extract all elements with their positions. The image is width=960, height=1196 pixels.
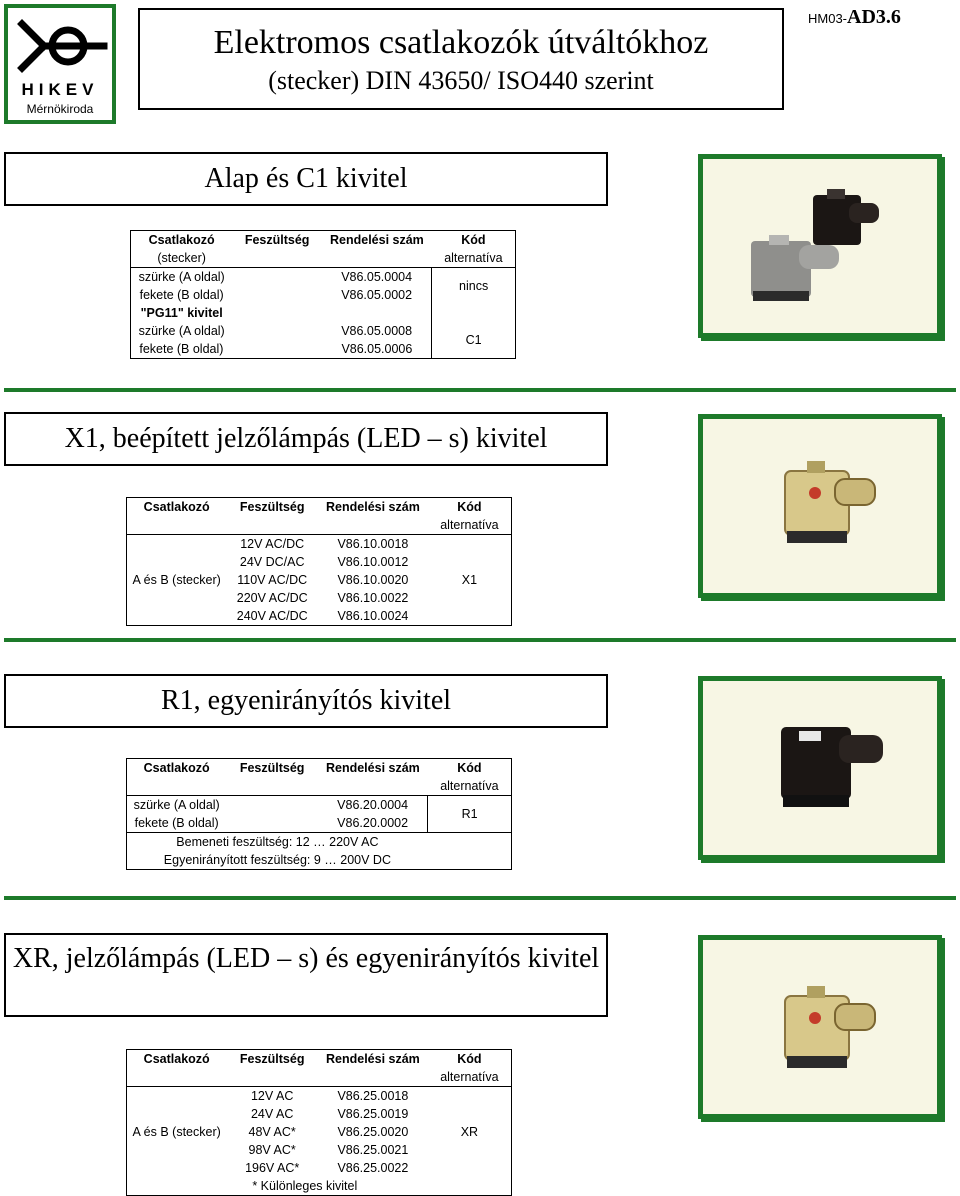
- cell: fekete (B oldal): [131, 340, 233, 359]
- footnote: * Különleges kivitel: [252, 1179, 358, 1193]
- cell: 48V AC*: [248, 1125, 296, 1139]
- section-title: X1, beépített jelzőlámpás (LED – s) kivitel: [64, 423, 548, 454]
- product-photo: [698, 935, 942, 1119]
- cell: A és B (stecker): [132, 1125, 221, 1139]
- cell: V86.05.0004: [341, 270, 413, 284]
- cell: V86.25.0021: [337, 1143, 409, 1157]
- col-subheader: alternatíva: [440, 779, 499, 793]
- led-connector-image-icon: [703, 419, 937, 593]
- connector-image-icon: [703, 159, 937, 333]
- cell: V86.25.0019: [337, 1107, 409, 1121]
- cell: 98V AC*: [248, 1143, 296, 1157]
- cell: V86.20.0004: [337, 798, 409, 812]
- cell: 24V DC/AC: [239, 555, 305, 569]
- section-divider: [4, 896, 956, 900]
- col-header: Kód: [432, 231, 516, 250]
- product-photo: [698, 154, 942, 338]
- cell: V86.10.0012: [337, 555, 409, 569]
- logo-subtitle: Mérnökiroda: [26, 102, 94, 116]
- product-photo: [698, 676, 942, 860]
- table-row: [127, 1087, 512, 1106]
- document-code-prefix: HM03-: [808, 11, 848, 26]
- section-divider: [4, 388, 956, 392]
- led-rectifier-connector-image-icon: [703, 940, 937, 1114]
- section-title-box: [4, 933, 608, 1017]
- cell: V86.10.0022: [337, 591, 409, 605]
- table-header-row: [131, 231, 516, 250]
- cell: 12V AC/DC: [240, 537, 305, 551]
- col-header: Csatlakozó: [131, 231, 233, 250]
- cell: C1: [432, 322, 516, 359]
- document-code-main: AD3.6: [847, 6, 901, 28]
- table-row: [127, 535, 512, 554]
- cell: V86.10.0020: [337, 573, 409, 587]
- cell: nincs: [432, 268, 516, 305]
- cell: 110V AC/DC: [237, 573, 308, 587]
- cell: V86.05.0008: [341, 324, 413, 338]
- table-header-row: [127, 759, 512, 778]
- cell: XR: [460, 1125, 479, 1139]
- rectifier-connector-image-icon: [703, 681, 937, 855]
- cell: fekete (B oldal): [134, 816, 219, 830]
- table-row: [131, 268, 516, 287]
- col-header: Csatlakozó: [143, 761, 210, 775]
- cell: szürke (A oldal): [131, 322, 233, 340]
- col-header: Csatlakozó: [143, 1052, 210, 1066]
- table-row: [127, 796, 512, 815]
- logo-mark-icon: [8, 10, 112, 80]
- cell: A és B (stecker): [132, 573, 221, 587]
- table-note-row: [127, 851, 512, 870]
- col-header: Rendelési szám: [326, 1052, 420, 1066]
- table-subheader-row: [131, 249, 516, 268]
- product-photo: [698, 414, 942, 598]
- cell: V86.05.0006: [322, 340, 432, 359]
- col-header: Csatlakozó: [143, 500, 210, 514]
- cell: 24V AC: [250, 1107, 294, 1121]
- section-title: Alap és C1 kivitel: [204, 163, 408, 194]
- spec-table: [130, 230, 516, 359]
- col-subheader: alternatíva: [432, 249, 516, 268]
- cell: V86.10.0024: [337, 609, 409, 623]
- logo-brand: HIKEV: [21, 80, 99, 99]
- table-subheader-row: [127, 516, 512, 535]
- table-note-row: [127, 833, 512, 852]
- cell: 196V AC*: [245, 1161, 300, 1175]
- spec-table: [126, 497, 512, 626]
- col-header: Feszültség: [239, 500, 305, 514]
- section-title-box: [4, 152, 608, 206]
- col-subheader: alternatíva: [440, 1070, 499, 1084]
- cell: fekete (B oldal): [131, 286, 233, 304]
- table-row: [131, 322, 516, 340]
- cell: 220V AC/DC: [236, 591, 308, 605]
- table-header-row: [127, 498, 512, 517]
- cell: V86.20.0002: [337, 816, 409, 830]
- col-header: Feszültség: [239, 1052, 305, 1066]
- document-code: [808, 6, 901, 29]
- page-title-box: [138, 8, 784, 110]
- page-subtitle: (stecker) DIN 43650/ ISO440 szerint: [268, 66, 654, 95]
- cell: V86.25.0022: [337, 1161, 409, 1175]
- cell: V86.05.0002: [341, 288, 413, 302]
- page-title: Elektromos csatlakozók útváltókhoz: [213, 24, 709, 61]
- cell: X1: [461, 573, 478, 587]
- note: Egyenirányított feszültség: 9 … 200V DC: [163, 853, 391, 867]
- spec-table: [126, 1049, 512, 1196]
- section-title: XR, jelzőlámpás (LED – s) és egyenirányítós kivitel: [12, 943, 600, 974]
- col-subheader: alternatíva: [440, 518, 499, 532]
- col-header: Feszültség: [232, 231, 322, 250]
- col-header: Kód: [457, 1052, 482, 1066]
- section-title-box: [4, 674, 608, 728]
- cell: "PG11" kivitel: [131, 304, 233, 322]
- table-header-row: [127, 1050, 512, 1069]
- table-row: [131, 304, 516, 322]
- col-header: Kód: [457, 500, 482, 514]
- col-header: Rendelési szám: [325, 761, 420, 775]
- cell: R1: [428, 796, 512, 833]
- section-title-box: [4, 412, 608, 466]
- note: Bemeneti feszültség: 12 … 220V AC: [176, 835, 379, 849]
- section-divider: [4, 638, 956, 642]
- col-subheader: (stecker): [131, 249, 233, 268]
- section-title: R1, egyenirányítós kivitel: [160, 685, 452, 716]
- table-subheader-row: [127, 777, 512, 796]
- cell: V86.10.0018: [337, 537, 409, 551]
- cell: 12V AC: [250, 1089, 294, 1103]
- col-header: Feszültség: [239, 761, 305, 775]
- col-header: Rendelési szám: [326, 500, 420, 514]
- spec-table: [126, 758, 512, 870]
- cell: szürke (A oldal): [133, 798, 220, 812]
- cell: 240V AC/DC: [236, 609, 308, 623]
- company-logo: [4, 4, 116, 124]
- col-header: Rendelési szám: [322, 231, 432, 250]
- cell: V86.25.0020: [337, 1125, 409, 1139]
- cell: V86.25.0018: [337, 1089, 409, 1103]
- cell: szürke (A oldal): [131, 268, 233, 287]
- col-header: Kód: [457, 761, 482, 775]
- table-subheader-row: [127, 1068, 512, 1087]
